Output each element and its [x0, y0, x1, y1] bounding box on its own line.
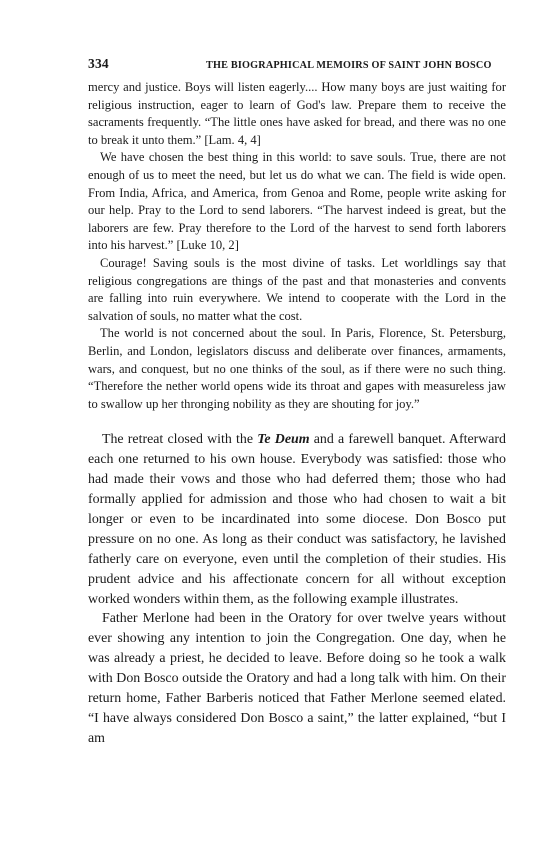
body-paragraph-1: [88, 430, 506, 609]
book-page: [88, 56, 506, 749]
quote-paragraph-3: Courage! Saving souls is the most divine of tasks. Let worldlings say that religious congregations are things of the past and that monasteries and convents are falling into ruin everywhere. We intend to cooperate with the Lord in the salvation of souls, no matter what the cost.: [88, 255, 506, 323]
te-deum-title: Te Deum: [257, 432, 310, 448]
running-title: THE BIOGRAPHICAL MEMOIRS OF SAINT JOHN BOSCO: [206, 60, 492, 71]
body-paragraph-1-start: The retreat closed with the: [102, 432, 258, 448]
quote-paragraph-4: The world is not concerned about the soul. In Paris, Florence, St. Petersburg, Berlin, and London, legislators discuss and deliberate over finances, armaments, wars, and conquest, but no one thinks of the soul, as if there were no such thing. “Therefore the nether world opens wide its throat and gapes with measureless jaw to swallow up her thronging nobility as they are shouting for joy.”: [88, 326, 506, 411]
running-head: [88, 56, 506, 78]
quote-paragraph-1: mercy and justice. Boys will listen eagerly.... How many boys are just waiting for religious instruction, eager to learn of God's law. Prepare them to receive the sacraments frequently. “The little ones have asked for bread, and there was no one to break it unto them.” [Lam. 4, 4]: [88, 80, 506, 147]
body-paragraph-2: Father Merlone had been in the Oratory for over twelve years without ever showing any intention to join the Congregation. One day, when he was already a priest, he decided to leave. Before doing so he took a walk with Don Bosco outside the Oratory and had a long talk with him. On their return home, Father Barberis noticed that Father Merlone seemed elated. “I have always considered Don Bosco a saint,” the latter explained, “but I am: [88, 611, 506, 746]
body-paragraph-1-rest: and a farewell banquet. Afterward each one returned to his own house. Everybody was satisfied: those who had made their vows and those who had deferred them; those who had formally applied for admission and those who had chosen to wait a bit longer or even to be incardinated into some diocese. Don Bosco put pressure on no one. As long as their conduct was satisfactory, he lavished fatherly care on everyone, even until the completion of their studies. His prudent advice and his affectionate concern for all without exception worked wonders within them, as the following example illustrates.: [88, 432, 507, 607]
main-text: [88, 430, 506, 749]
quote-paragraph-2: We have chosen the best thing in this world: to save souls. True, there are not enough of us to meet the need, but let us do what we can. The field is wide open. From India, Africa, and America, from Genoa and Rome, people write asking for our help. Pray to the Lord to send laborers. “The harvest indeed is great, but the laborers are few. Pray therefore to the Lord of the harvest to send forth laborers into his harvest.” [Luke 10, 2]: [88, 150, 506, 253]
quoted-sermon-block: [88, 79, 506, 413]
page-number: 334: [88, 56, 109, 71]
